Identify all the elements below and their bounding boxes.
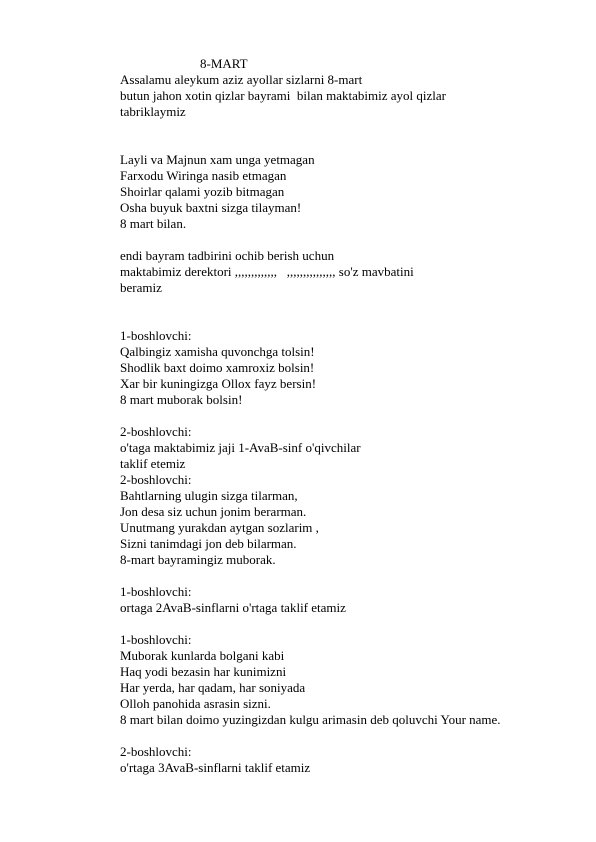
text-line: taklif etemiz [120,456,186,471]
text-line: Jon desa siz uchun jonim berarman. [120,504,307,519]
spacer [120,296,560,328]
spacer [120,616,560,632]
speaker-label: 1-boshlovchi: [120,328,192,343]
speaker-label: 1-boshlovchi: [120,632,192,647]
text-line: Layli va Majnun xam unga yetmagan [120,152,315,167]
spacer [120,728,560,744]
text-line: 8 mart muborak bolsin! [120,392,243,407]
text-line: Unutmang yurakdan aytgan sozlarim , [120,520,319,535]
text-line: ortaga 2AvaB-sinflarni o'rtaga taklif etamiz [120,600,346,615]
spacer [120,408,560,424]
text-line: o'taga maktabimiz jaji 1-AvaB-sinf o'qivchilar [120,440,361,455]
spacer [120,120,560,152]
text-line: endi bayram tadbirini ochib berish uchun [120,248,335,263]
host1-section [120,328,560,408]
host1-section [120,632,560,728]
text-line: 8 mart bilan doimo yuzingizdan kulgu arimasin deb qoluvchi Your name. [120,712,501,727]
text-line: beramiz [120,280,162,295]
host2-section [120,424,560,568]
text-line: o'rtaga 3AvaB-sinflarni taklif etamiz [120,760,311,775]
speaker-label: 1-boshlovchi: [120,584,192,599]
text-line: Osha buyuk baxtni sizga tilayman! [120,200,302,215]
text-line: Haq yodi bezasin har kunimizni [120,664,287,679]
intro-paragraph [120,72,560,120]
text-line: Sizni tanimdagi jon deb bilarman. [120,536,297,551]
spacer [120,232,560,248]
opening-paragraph [120,248,560,296]
text-line: maktabimiz derektori ,,,,,,,,,,,,, ,,,,,,,,,,,,,,, so'z mavbatini [120,264,414,279]
text-line: Shoirlar qalami yozib bitmagan [120,184,285,199]
text-line: Xar bir kuningizga Ollox fayz bersin! [120,376,317,391]
text-line: tabriklaymiz [120,104,186,119]
host2-section [120,744,560,776]
text-line: Shodlik baxt doimo xamroxiz bolsin! [120,360,315,375]
text-line: Assalamu aleykum aziz ayollar sizlarni 8-mart [120,72,363,87]
document-body [120,56,560,776]
text-line: Farxodu Wiringa nasib etmagan [120,168,287,183]
spacer [120,568,560,584]
speaker-label: 2-boshlovchi: [120,424,192,439]
poem-stanza [120,152,560,232]
text-line: Olloh panohida asrasin sizni. [120,696,271,711]
text-line: 8 mart bilan. [120,216,187,231]
text-line: Muborak kunlarda bolgani kabi [120,648,285,663]
text-line: butun jahon xotin qizlar bayrami bilan maktabimiz ayol qizlar [120,88,446,103]
text-line: Har yerda, har qadam, har soniyada [120,680,306,695]
document-title: 8-MART [200,56,248,71]
host1-section [120,584,560,616]
text-line: 8-mart bayramingiz muborak. [120,552,276,567]
speaker-label: 2-boshlovchi: [120,472,192,487]
text-line: Bahtlarning ulugin sizga tilarman, [120,488,298,503]
text-line: Qalbingiz xamisha quvonchga tolsin! [120,344,315,359]
speaker-label: 2-boshlovchi: [120,744,192,759]
